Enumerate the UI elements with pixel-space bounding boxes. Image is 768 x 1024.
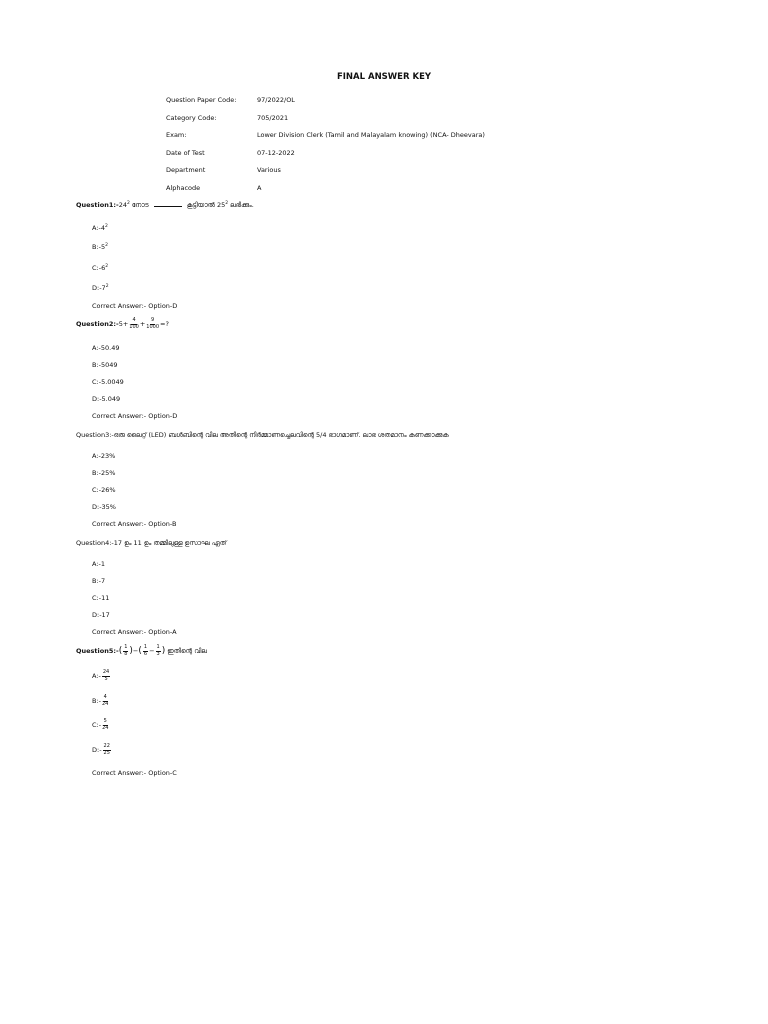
- fraction: [102, 670, 110, 682]
- option: B:-5049: [92, 361, 118, 369]
- meta-label: Alphacode: [166, 183, 201, 192]
- question-label: Question1:-: [76, 201, 119, 209]
- correct-answer: Correct Answer:- Option-D: [92, 412, 178, 420]
- question-1: [76, 201, 254, 210]
- fraction-numerator: 4: [132, 317, 136, 323]
- option: [92, 224, 108, 232]
- meta-value: Various: [257, 166, 281, 175]
- question-label: Question5:-: [76, 647, 119, 655]
- q1-text-mid: നോട: [131, 201, 149, 209]
- meta-label: Exam:: [166, 131, 187, 140]
- question-5: [76, 645, 207, 657]
- correct-answer: Correct Answer:- Option-C: [92, 769, 177, 777]
- q2-lead: 5+: [118, 320, 129, 328]
- option-exp: 2: [105, 283, 109, 289]
- meta-value: 705/2021: [257, 113, 289, 122]
- q1-exp2: 2: [225, 200, 229, 206]
- option: D:-17: [92, 611, 110, 619]
- meta-row: [166, 114, 485, 132]
- q5-tail: ഇതിന്റെ വില: [167, 647, 207, 655]
- close-paren: ): [129, 646, 133, 656]
- meta-row: [166, 96, 485, 114]
- option: [92, 243, 108, 251]
- fraction: [123, 645, 128, 657]
- option: [92, 744, 112, 756]
- option: D:-35%: [92, 503, 116, 511]
- option-prefix: D:-: [92, 746, 102, 754]
- q1-base1: 24: [118, 201, 127, 209]
- q2-tail: =?: [160, 320, 169, 328]
- answer-blank: [154, 206, 182, 207]
- option: [92, 284, 109, 292]
- fraction-numerator: 24: [102, 669, 110, 675]
- option: A:-50.49: [92, 344, 120, 352]
- fraction-denominator: 25: [103, 749, 110, 756]
- meta-label: Question Paper Code:: [166, 96, 237, 104]
- meta-row: [166, 166, 485, 184]
- meta-value: 97/2022/OL: [257, 96, 295, 104]
- fraction-denominator: 100: [129, 323, 139, 330]
- fraction-numerator: 1: [156, 644, 160, 650]
- fraction: [156, 645, 161, 657]
- option-prefix: D:-: [92, 284, 102, 292]
- fraction-numerator: 1: [143, 644, 148, 650]
- q5-minus: −: [149, 647, 155, 655]
- fraction-numerator: 9: [151, 317, 155, 323]
- option-base: 7: [101, 284, 106, 292]
- open-paren: (: [138, 646, 142, 656]
- question-4: Question4:-17 ഉം 11 ഉം തമ്മിലുള്ള ഉസാഘ ഏത്: [76, 539, 227, 547]
- option: D:-5.049: [92, 395, 121, 403]
- fraction: [102, 695, 108, 707]
- meta-label: Department: [166, 166, 206, 175]
- option: [92, 264, 108, 272]
- option-base: 4: [100, 224, 106, 232]
- option-base: 6: [101, 264, 106, 272]
- open-paren: (: [118, 646, 123, 656]
- option: C:-26%: [92, 486, 116, 494]
- fraction-denominator: 3: [156, 650, 160, 657]
- fraction-denominator: 8: [124, 650, 128, 657]
- option: [92, 719, 109, 731]
- fraction: [146, 318, 159, 330]
- exam-details: [166, 96, 485, 202]
- option: [92, 695, 109, 707]
- meta-row: [166, 131, 485, 149]
- question-3: Question3:-ഒരു ലൈറ്റ് (LED) ബൾബിന്റെ വില അതിന്റെ നിർമ്മാണച്ചെലവിന്റെ 5/4 ഭാഗമാണ്. ലാഭ ശതമാനം കണക്കാക്കുക: [76, 431, 449, 439]
- fraction: [129, 318, 139, 330]
- option: A:-1: [92, 560, 106, 568]
- fraction-denominator: 6: [143, 650, 148, 657]
- q5-minus: −: [132, 647, 139, 655]
- fraction-denominator: 1000: [146, 323, 160, 330]
- fraction-denominator: 24: [102, 700, 109, 707]
- fraction-numerator: 4: [103, 694, 107, 700]
- option: B:-7: [92, 577, 106, 585]
- close-paren: ): [161, 646, 166, 656]
- option-exp: 2: [105, 263, 109, 269]
- option-prefix: A:-: [92, 224, 101, 232]
- option-base: 5: [101, 243, 106, 251]
- option-exp: 2: [105, 242, 109, 248]
- question-2: [76, 318, 169, 330]
- option: A:-23%: [92, 452, 116, 460]
- page-title: FINAL ANSWER KEY: [336, 72, 432, 82]
- correct-answer: Correct Answer:- Option-B: [92, 520, 177, 528]
- meta-value: A: [257, 183, 262, 192]
- option: C:-5.0049: [92, 378, 124, 386]
- fraction: [143, 645, 148, 657]
- q1-base2: 25: [216, 201, 226, 209]
- fraction: [102, 719, 108, 731]
- option-prefix: B:-: [92, 243, 101, 251]
- option-prefix: C:-: [92, 264, 102, 272]
- fraction-denominator: 5: [104, 675, 108, 682]
- q1-text-end: ലഭിക്കും.: [230, 201, 254, 209]
- meta-value: 07-12-2022: [257, 148, 295, 157]
- correct-answer: Correct Answer:- Option-D: [92, 302, 178, 310]
- meta-row: [166, 149, 485, 167]
- option: [92, 670, 111, 682]
- meta-row: [166, 184, 485, 202]
- q1-text-after: കൂട്ടിയാൽ: [186, 201, 215, 209]
- fraction-numerator: 22: [103, 743, 110, 749]
- meta-label: Date of Test: [166, 148, 205, 157]
- meta-label: Category Code:: [166, 113, 217, 122]
- meta-value: Lower Division Clerk (Tamil and Malayalam knowing) (NCA- Dheevara): [257, 131, 485, 140]
- fraction: [103, 744, 111, 756]
- option-exp: 2: [105, 223, 108, 229]
- fraction-denominator: 24: [102, 724, 109, 731]
- q2-op: +: [139, 320, 146, 328]
- q1-exp1: 2: [126, 200, 130, 206]
- option-prefix: A:-: [92, 672, 101, 680]
- option: C:-11: [92, 594, 110, 602]
- option: B:-25%: [92, 469, 116, 477]
- option-prefix: B:-: [92, 697, 101, 705]
- fraction-numerator: 5: [103, 718, 107, 724]
- question-label: Question2:-: [76, 320, 119, 328]
- correct-answer: Correct Answer:- Option-A: [92, 628, 177, 636]
- option-prefix: C:-: [92, 721, 102, 729]
- fraction-numerator: 1: [124, 644, 128, 650]
